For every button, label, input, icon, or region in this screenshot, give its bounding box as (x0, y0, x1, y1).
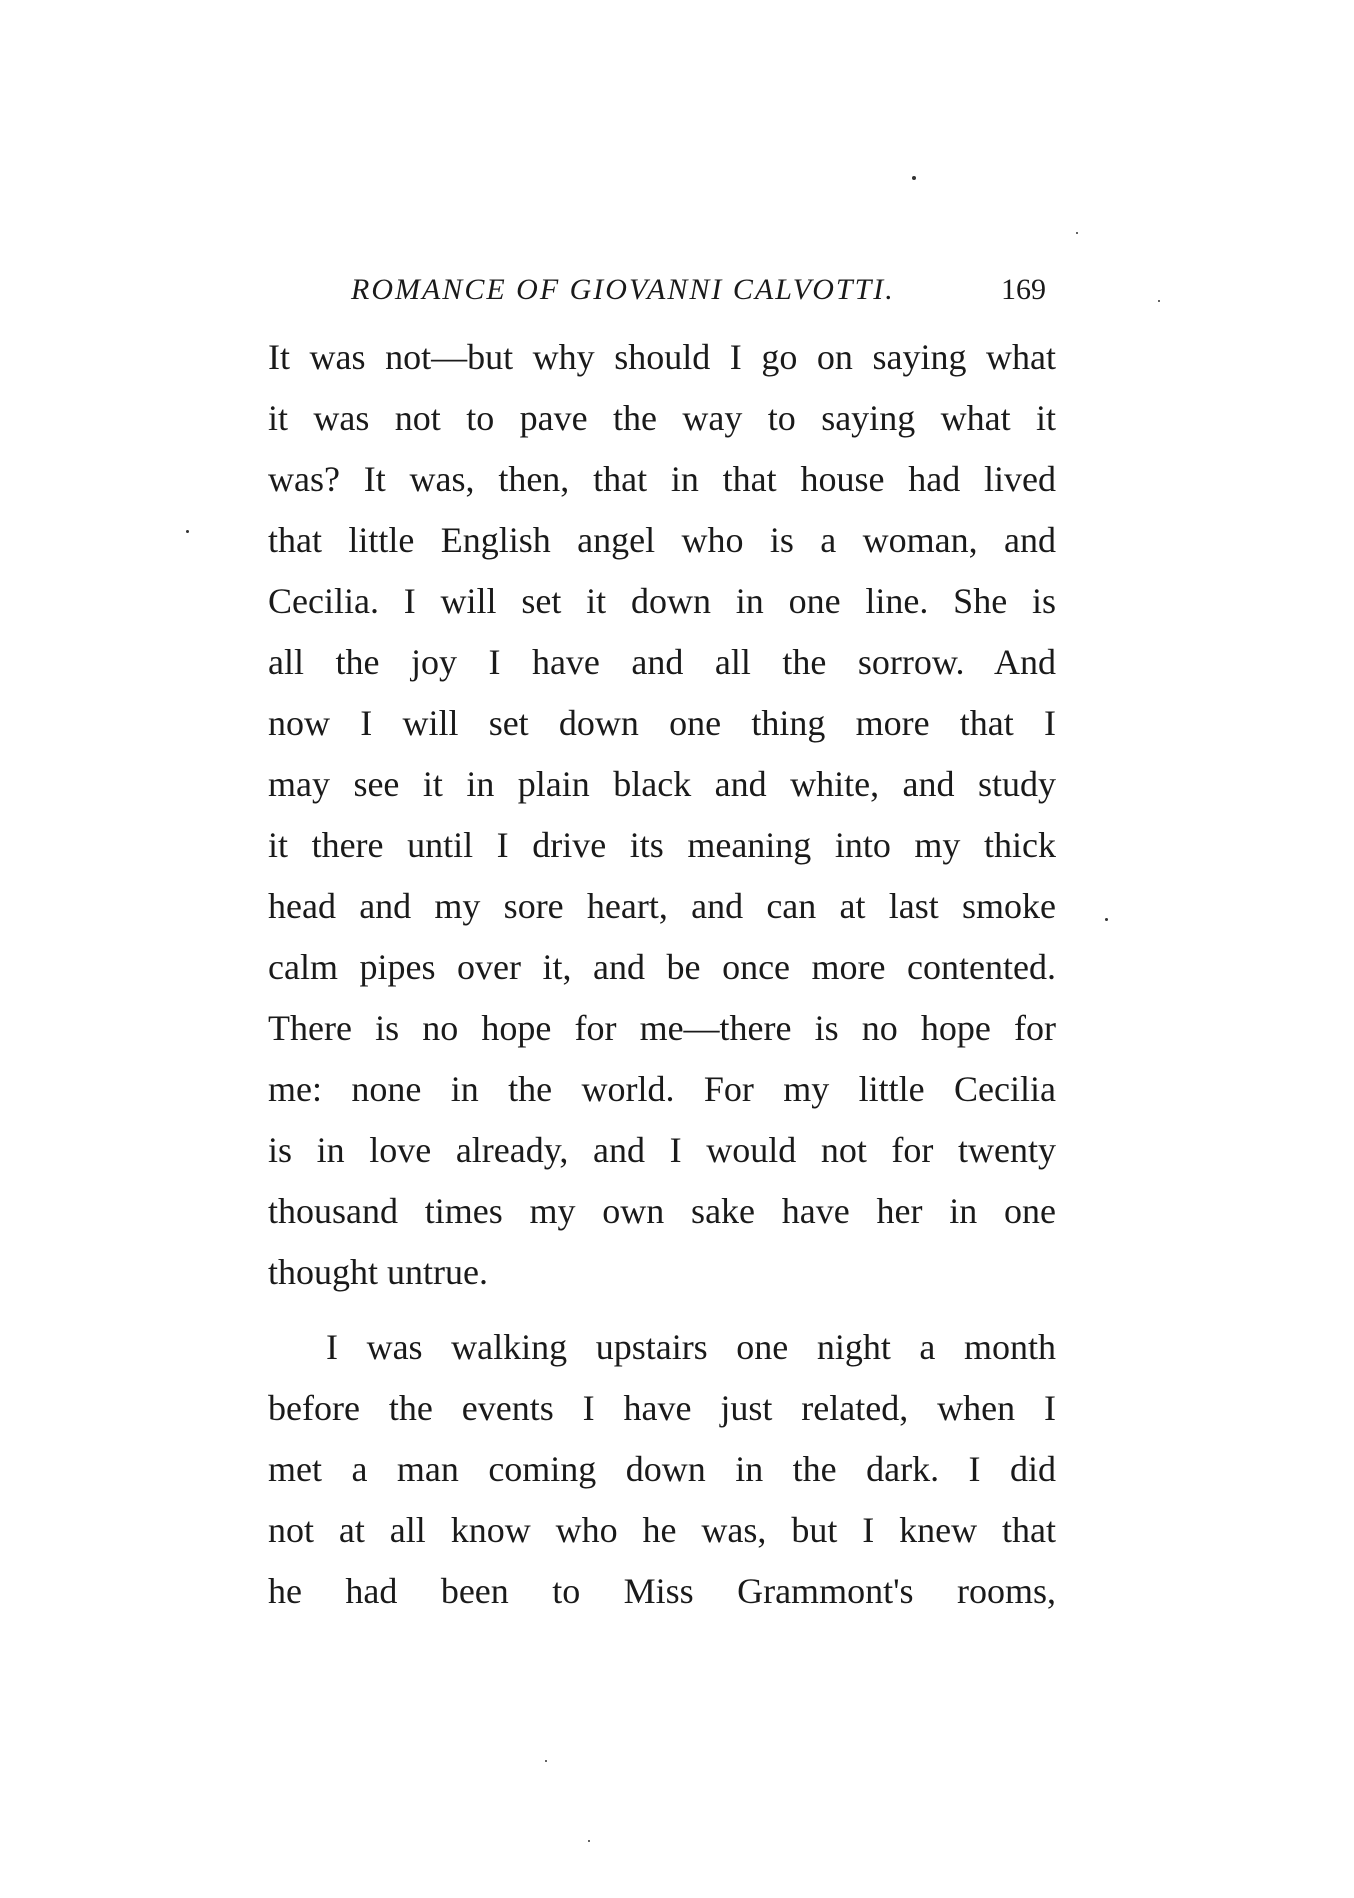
text-line: met a man coming down in the dark. I did (268, 1449, 1056, 1489)
text-line: head and my sore heart, and can at last smoke (268, 886, 1056, 926)
paragraph-2 (268, 1317, 1056, 1622)
scan-speck (912, 176, 916, 180)
running-title: ROMANCE OF GIOVANNI CALVOTTI. (351, 273, 895, 306)
text-line: was? It was, then, that in that house had lived (268, 459, 1056, 499)
text-line: it there until I drive its meaning into my thick (268, 825, 1056, 865)
text-line: Cecilia. I will set it down in one line. She is (268, 581, 1056, 621)
scan-speck (1158, 300, 1160, 302)
text-line: may see it in plain black and white, and study (268, 764, 1056, 804)
text-line: is in love already, and I would not for twenty (268, 1130, 1056, 1170)
paragraph-gap (268, 1303, 1056, 1317)
text-line: before the events I have just related, when I (268, 1388, 1056, 1428)
text-line: it was not to pave the way to saying what it (268, 398, 1056, 438)
text-line: thought untrue. (268, 1252, 488, 1292)
scan-speck (588, 1840, 590, 1842)
text-line: calm pipes over it, and be once more contented. (268, 947, 1056, 987)
text-line: all the joy I have and all the sorrow. And (268, 642, 1056, 682)
paragraph-1 (268, 327, 1056, 1303)
text-line: thousand times my own sake have her in one (268, 1191, 1056, 1231)
scan-speck (1105, 918, 1108, 921)
running-head (268, 268, 1056, 312)
scan-speck (545, 1760, 547, 1762)
scan-speck (186, 530, 189, 533)
text-line: me: none in the world. For my little Cecilia (268, 1069, 1056, 1109)
text-line: I was walking upstairs one night a month (326, 1327, 1056, 1367)
text-line: There is no hope for me—there is no hope for (268, 1008, 1056, 1048)
text-line: that little English angel who is a woman, and (268, 520, 1056, 560)
page-number: 169 (1001, 273, 1046, 306)
body-text (268, 327, 1056, 1622)
scan-speck (1076, 232, 1078, 234)
text-line: now I will set down one thing more that I (268, 703, 1056, 743)
text-line: not at all know who he was, but I knew that (268, 1510, 1056, 1550)
text-line: It was not—but why should I go on saying what (268, 337, 1056, 377)
text-line: he had been to Miss Grammont's rooms, (268, 1571, 1056, 1611)
